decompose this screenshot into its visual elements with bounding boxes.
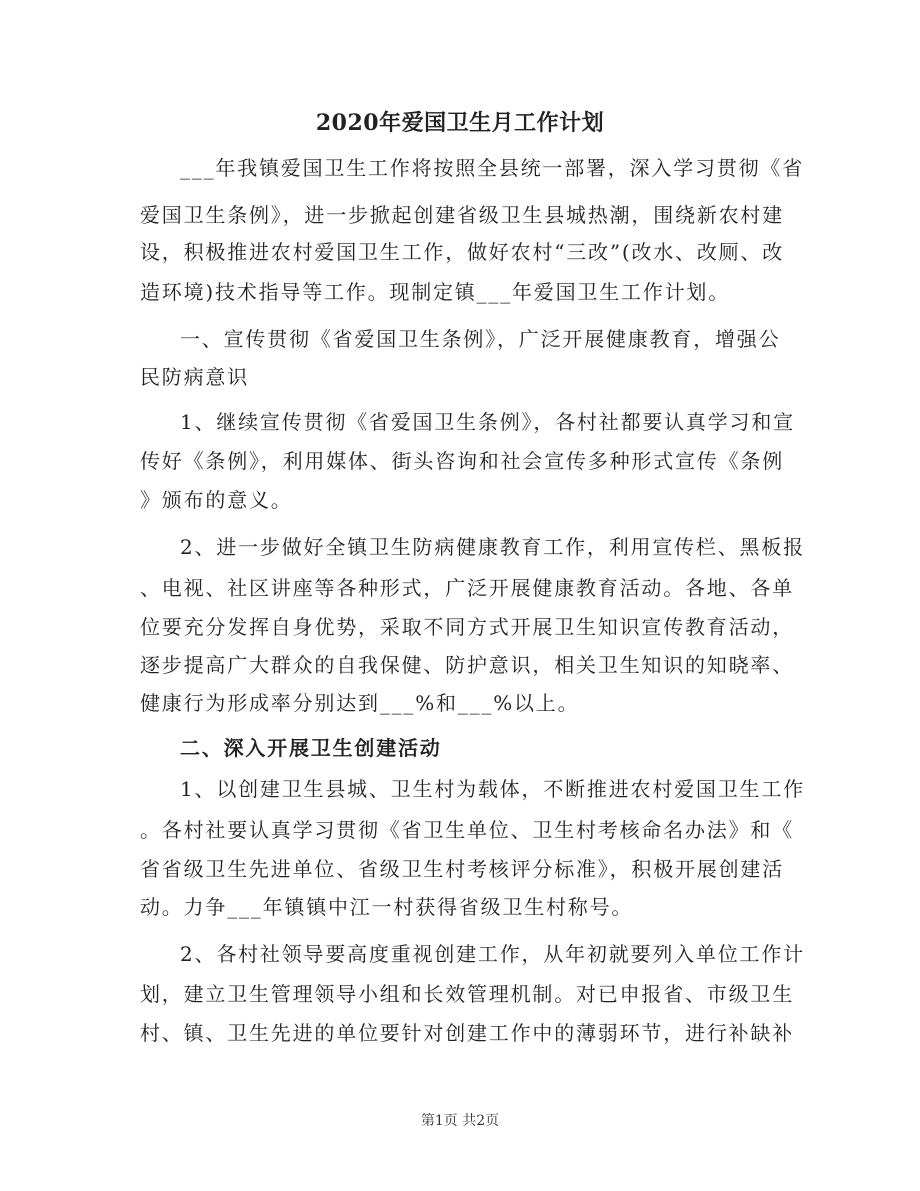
paragraph-line: 、电视、社区讲座等各种形式，广泛开展健康教育活动。各地、各单 [140, 576, 794, 600]
paragraph-line: 划，建立卫生管理领导小组和长效管理机制。对已申报省、市级卫生 [140, 982, 794, 1006]
paragraph-line: 健康行为形成率分别达到___%和___%以上。 [140, 691, 580, 715]
section-heading: 二、深入开展卫生创建活动 [180, 736, 442, 760]
paragraph-line: 爱国卫生条例》，进一步掀起创建省级卫生县城热潮，围绕新农村建 [140, 203, 784, 227]
paragraph-line: 2、进一步做好全镇卫生防病健康教育工作，利用宣传栏、黑板报 [180, 535, 805, 559]
paragraph-line: 传好《条例》，利用媒体、街头咨询和社会宣传多种形式宣传《条例 [140, 449, 784, 473]
paragraph-line: 1、继续宣传贯彻《省爱国卫生条例》，各村社都要认真学习和宣 [180, 410, 795, 434]
paragraph-line: 位要充分发挥自身优势，采取不同方式开展卫生知识宣传教育活动， [140, 615, 794, 639]
paragraph-line: 。各村社要认真学习贯彻《省卫生单位、卫生村考核命名办法》和《 [140, 818, 794, 842]
section-line: 一、宣传贯彻《省爱国卫生条例》，广泛开展健康教育，增强公 [180, 327, 781, 351]
paragraph-line: 1、以创建卫生县城、卫生村为载体，不断推进农村爱国卫生工作 [180, 777, 805, 801]
paragraph-line: 设，积极推进农村爱国卫生工作，做好农村“三改”(改水、改厕、改 [140, 240, 785, 264]
paragraph-line: 村、镇、卫生先进的单位要针对创建工作中的薄弱环节，进行补缺补 [140, 1021, 794, 1045]
section-line: 民防病意识 [140, 365, 249, 389]
paragraph-line: 动。力争___年镇镇中江一村获得省级卫生村称号。 [140, 895, 634, 919]
paragraph-line: 造环境)技术指导等工作。现制定镇___年爱国卫生工作计划。 [140, 280, 731, 304]
document-title: 2020年爱国卫生月工作计划 [315, 110, 605, 136]
paragraph-line: 》颁布的意义。 [140, 488, 293, 512]
paragraph-line: 逐步提高广大群众的自我保健、防护意识，相关卫生知识的知晓率、 [140, 653, 794, 677]
paragraph-line: ___年我镇爱国卫生工作将按照全县统一部署，深入学习贯彻《省 [180, 156, 804, 180]
paragraph-line: 2、各村社领导要高度重视创建工作，从年初就要列入单位工作计 [180, 942, 805, 966]
page-number: 第1页 共2页 [420, 1113, 500, 1129]
paragraph-line: 省省级卫生先进单位、省级卫生村考核评分标准》，积极开展创建活 [140, 857, 784, 881]
